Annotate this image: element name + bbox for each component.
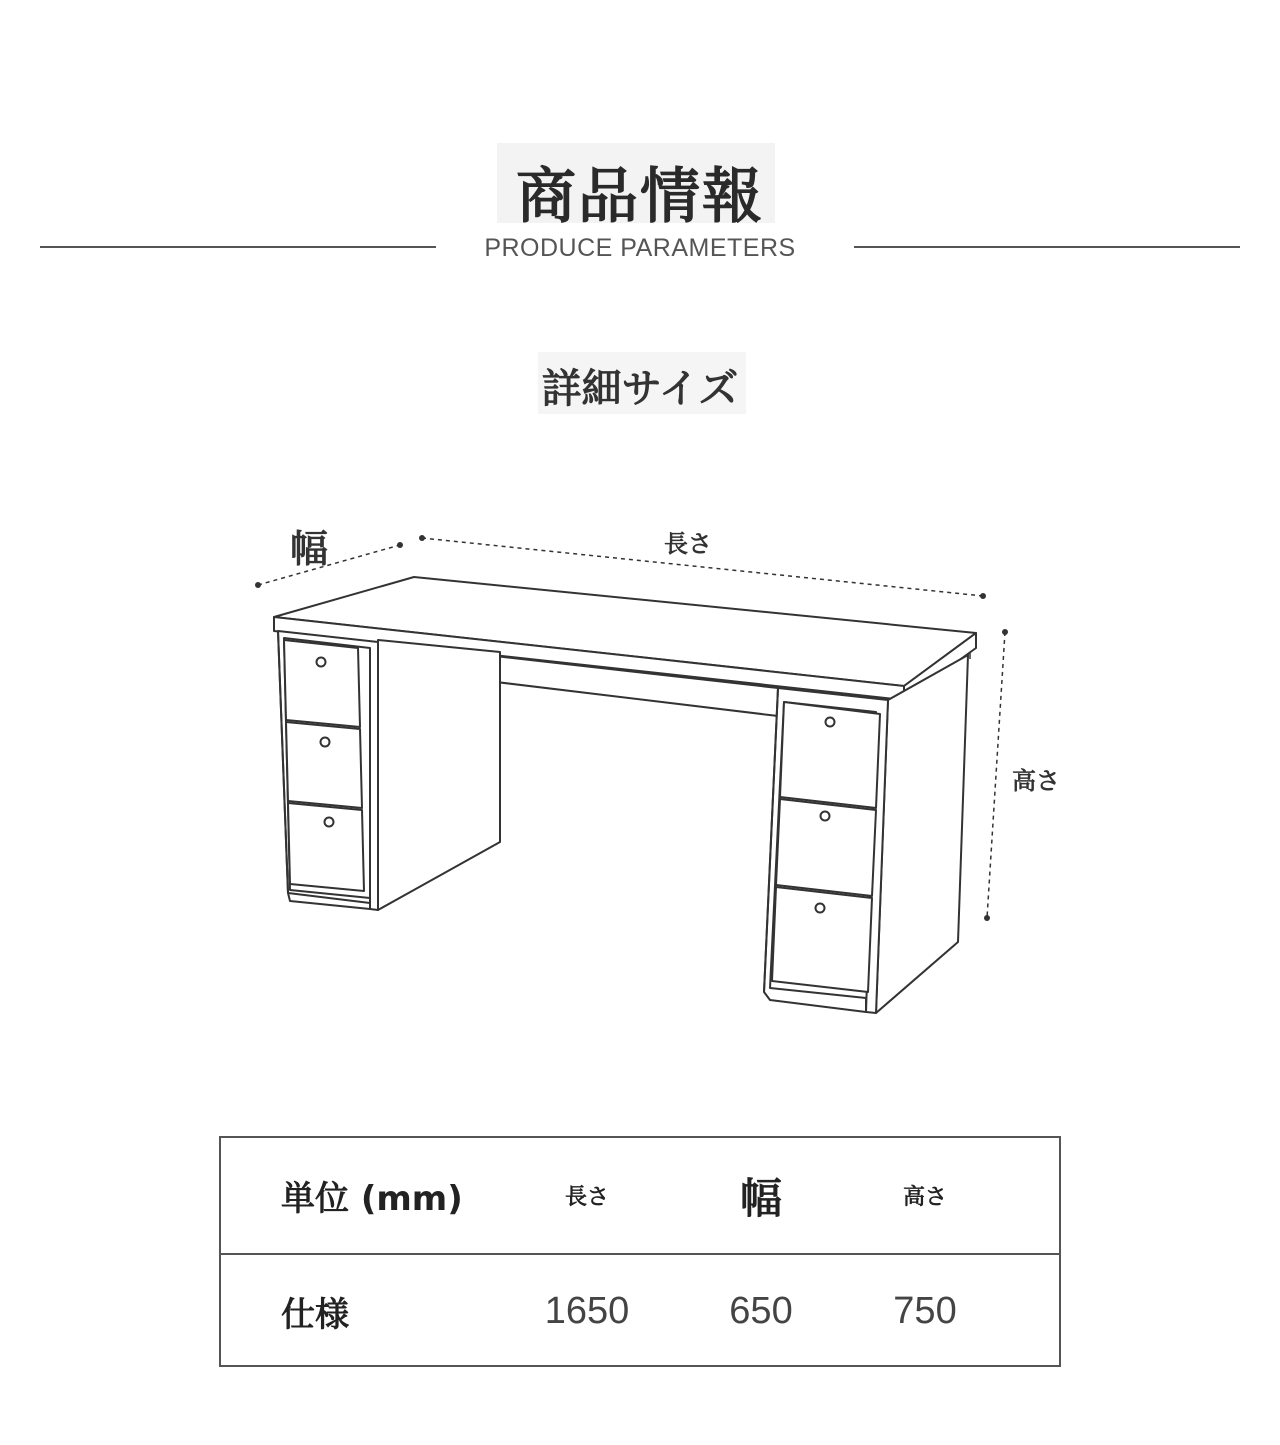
spec-table [219, 1136, 1061, 1367]
row-label-spec: 仕様 [281, 1295, 349, 1335]
left-drawer-1 [284, 640, 360, 727]
header-unit: 単位 (mm) [281, 1179, 463, 1219]
right-pedestal-side [876, 655, 968, 1013]
value-length: 1650 [544, 1290, 630, 1332]
page-title: 商品情報 [516, 162, 764, 232]
width-dimension-endpoint [397, 542, 403, 548]
value-width: 650 [729, 1290, 793, 1332]
header-height: 高さ [902, 1185, 947, 1210]
table-header-row [221, 1138, 1059, 1255]
width-dimension-endpoint [255, 582, 261, 588]
height-dimension-endpoint [1002, 629, 1008, 635]
section-title: 詳細サイズ [541, 366, 739, 412]
length-dimension-endpoint [419, 535, 425, 541]
right-drawer-2 [776, 799, 876, 896]
width-label: 幅 [290, 527, 329, 571]
left-drawer-2 [286, 722, 362, 808]
value-height: 750 [893, 1290, 957, 1332]
header-width: 幅 [739, 1173, 782, 1223]
length-label: 長さ [664, 530, 712, 558]
table-row [221, 1254, 1059, 1369]
height-label: 高さ [1012, 767, 1060, 795]
right-drawer-3 [772, 887, 872, 992]
left-drawer-3 [288, 803, 364, 891]
desk-illustration [0, 500, 1280, 1040]
header-length: 長さ [564, 1185, 609, 1210]
height-dimension-endpoint [984, 915, 990, 921]
width-dimension-line [258, 545, 400, 585]
left-pedestal-side [378, 640, 500, 910]
height-dimension-line [987, 632, 1005, 918]
length-dimension-endpoint [980, 593, 986, 599]
page-subtitle: PRODUCE PARAMETERS [484, 234, 796, 262]
